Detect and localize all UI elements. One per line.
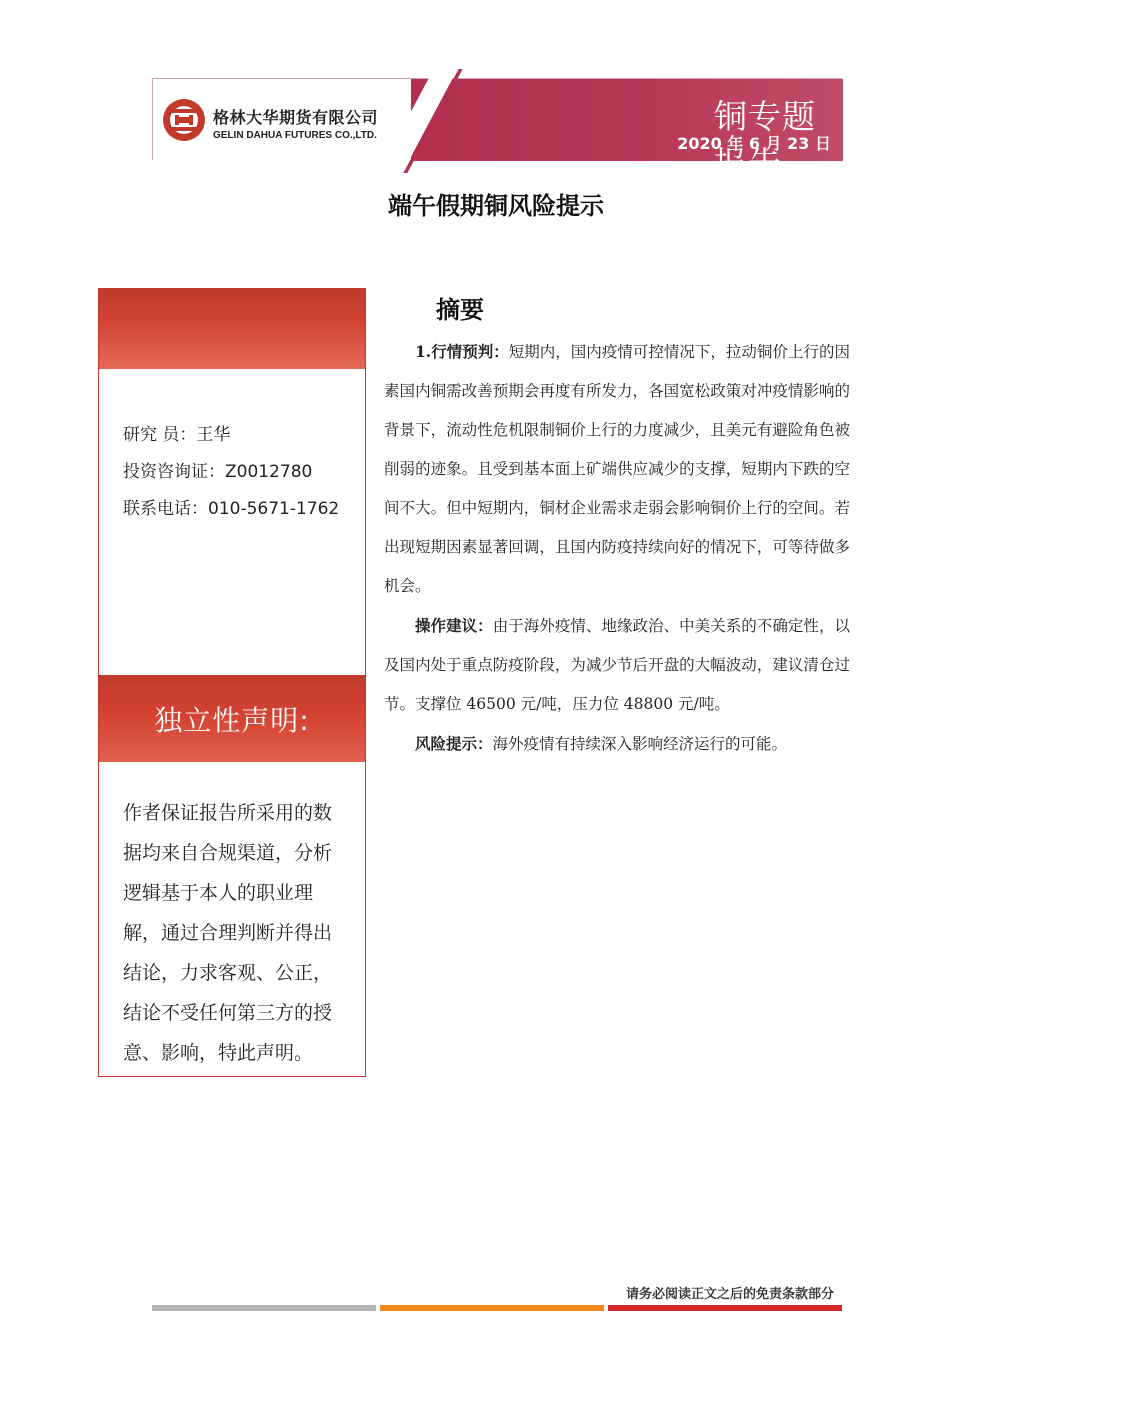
declaration-band [99, 675, 365, 762]
summary-paragraph-risk [384, 724, 850, 764]
summary-heading: 摘要 [436, 295, 484, 324]
declaration-title: 独立性声明: [154, 704, 310, 737]
globe-decoration [926, 39, 1146, 199]
advice-label: 操作建议： [415, 616, 493, 635]
report-type-title: 铜专题报告 [714, 97, 816, 183]
company-name-cn: 格林大华期货有限公司 [213, 108, 379, 127]
footer-bar-red [608, 1305, 842, 1311]
analyst-info [123, 417, 339, 528]
outlook-text: 短期内，国内疫情可控情况下，拉动铜价上行的因素国内铜需改善预期会再度有所发力，各国宽松政策对冲疫情影响的背景下，流动性危机限制铜价上行的力度减少，且美元有避险角色被削弱的迹象。且受到基本面上矿端供应减少的支撑，短期内下跌的空间不大。但中短期内，铜材企业需求走弱会影响铜价上行的空间。若出现短期因素显著回调，且国内防疫持续向好的情况下，可等待做多机会。 [384, 343, 850, 595]
risk-text: 海外疫情有持续深入影响经济运行的可能。 [492, 735, 788, 753]
advice-text: 由于海外疫情、地缘政治、中美关系的不确定性，以及国内处于重点防疫阶段，为减少节后开盘的大幅波动，建议清仓过节。支撑位 46500 元/吨，压力位 48800 元/吨。 [384, 617, 850, 713]
analyst-license: 投资咨询证：Z0012780 [123, 462, 313, 482]
risk-label: 风险提示： [415, 734, 493, 753]
summary-paragraph-advice [384, 606, 850, 724]
footer-bar-gray [152, 1305, 376, 1311]
document-title: 端午假期铜风险提示 [388, 191, 604, 220]
summary-body [384, 332, 850, 764]
declaration-text: 作者保证报告所采用的数据均来自合规渠道，分析逻辑基于本人的职业理解，通过合理判断并得出结论，力求客观、公正，结论不受任何第三方的授意、影响，特此声明。 [123, 802, 333, 1064]
analyst-phone: 联系电话：010-5671-1762 [123, 499, 340, 519]
company-logo-area [153, 79, 423, 161]
report-date: 2020 年 6 月 23 日 [677, 134, 831, 153]
sidebar-top-band [99, 289, 365, 369]
disclaimer-note: 请务必阅读正文之后的免责条款部分 [625, 1287, 834, 1302]
analyst-sidebar [98, 288, 366, 1077]
company-logo-icon [161, 97, 207, 143]
report-type-panel [411, 79, 843, 183]
report-header-banner [152, 78, 842, 183]
footer-bar-orange [380, 1305, 604, 1311]
analyst-name: 研究 员：王华 [123, 425, 231, 445]
summary-paragraph-outlook [384, 332, 850, 606]
company-name-en: GELIN DAHUA FUTURES CO.,LTD. [213, 130, 377, 141]
outlook-label: 1.行情预判： [415, 342, 509, 361]
